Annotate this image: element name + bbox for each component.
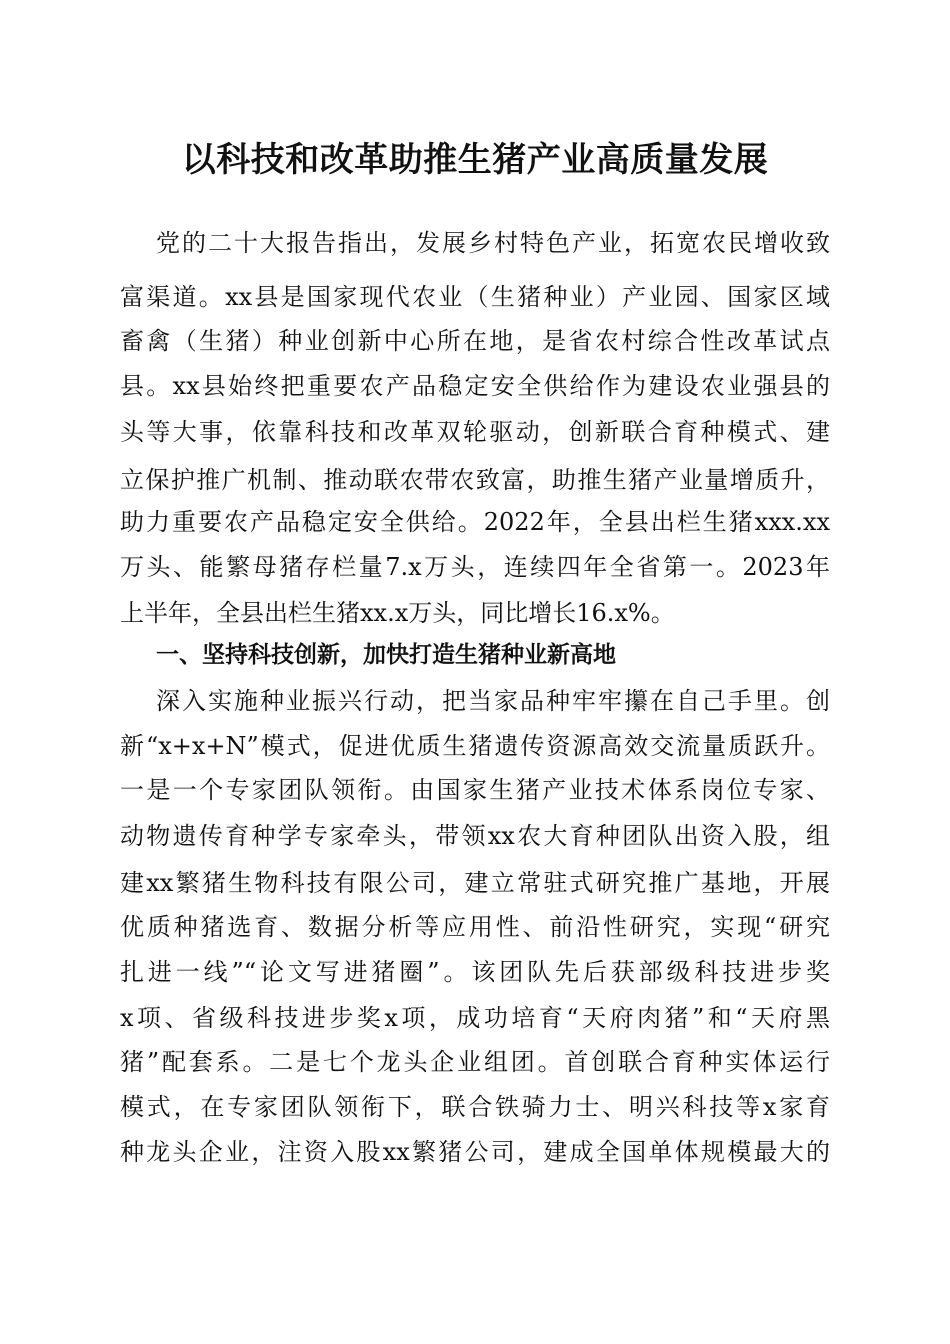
paragraph-line: 扎进一线”“论文写进猪圈”。该团队先后获部级科技进步奖 <box>120 958 830 986</box>
paragraph-line: 新“x+x+N”模式，促进优质生猪遗传资源高效交流量质跃升。 <box>120 732 830 760</box>
paragraph-line: 模式，在专家团队领衔下，联合铁骑力士、明兴科技等x家育 <box>120 1093 830 1121</box>
paragraph-line: 助力重要农产品稳定安全供给。2022年，全县出栏生猪xxx.xx <box>120 508 830 536</box>
paragraph-line: 畜禽（生猪）种业创新中心所在地，是省农村综合性改革试点 <box>120 327 830 355</box>
paragraph-line: 建xx繁猪生物科技有限公司，建立常驻式研究推广基地，开展 <box>120 869 830 897</box>
paragraph-line: 种龙头企业，注资入股xx繁猪公司，建成全国单体规模最大的 <box>120 1138 830 1166</box>
section-heading: 一、坚持科技创新，加快打造生猪种业新高地 <box>156 642 616 668</box>
paragraph-line: 党的二十大报告指出，发展乡村特色产业，拓宽农民增收致 <box>156 229 830 257</box>
paragraph-line: x项、省级科技进步奖x项，成功培育“天府肉猪”和“天府黑 <box>120 1004 830 1032</box>
paragraph-line: 县。xx县始终把重要农产品稳定安全供给作为建设农业强县的 <box>120 372 830 400</box>
paragraph-line: 一是一个专家团队领衔。由国家生猪产业技术体系岗位专家、 <box>120 776 830 804</box>
paragraph-line: 上半年，全县出栏生猪xx.x万头，同比增长16.x%。 <box>120 599 675 627</box>
paragraph-line: 富渠道。xx县是国家现代农业（生猪种业）产业园、国家区域 <box>120 283 830 311</box>
paragraph-line: 优质种猪选育、数据分析等应用性、前沿性研究，实现“研究 <box>120 913 830 941</box>
paragraph-line: 动物遗传育种学专家牵头，带领xx农大育种团队出资入股，组 <box>120 822 830 850</box>
paragraph-line: 猪”配套系。二是七个龙头企业组团。首创联合育种实体运行 <box>120 1048 830 1076</box>
paragraph-line: 万头、能繁母猪存栏量7.x万头，连续四年全省第一。2023年 <box>120 553 830 581</box>
document-title: 以科技和改革助推生猪产业高质量发展 <box>181 140 769 180</box>
paragraph-line: 深入实施种业振兴行动，把当家品种牢牢攥在自己手里。创 <box>156 687 830 715</box>
paragraph-line: 立保护推广机制、推动联农带农致富，助推生猪产业量增质升， <box>120 466 830 494</box>
paragraph-line: 头等大事，依靠科技和改革双轮驱动，创新联合育种模式、建 <box>120 418 830 446</box>
